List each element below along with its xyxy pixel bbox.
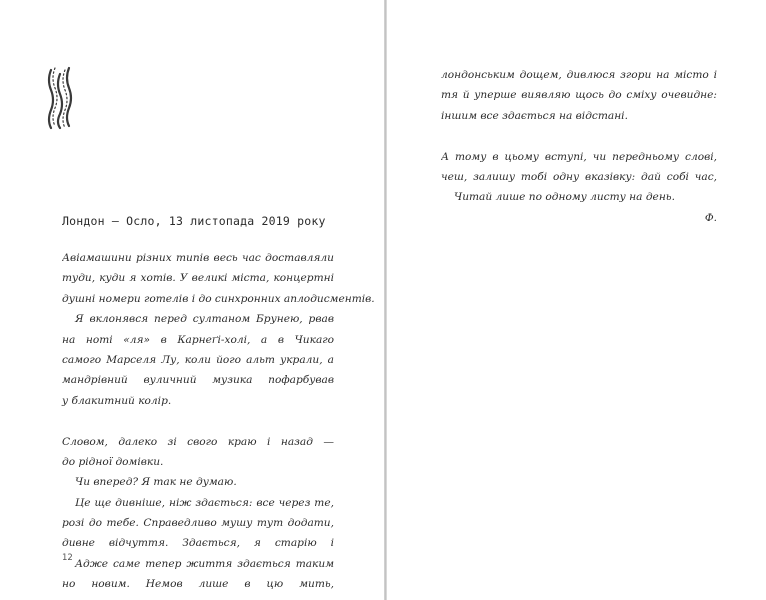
text-line: самого Марселя Лу, коли його альт украли, а [62, 353, 334, 366]
signature: Ф. [704, 211, 717, 224]
text-line: тя й уперше виявляю щось до сміху очевидне: [441, 89, 717, 102]
text-line: Авіамашини різних типів весь час доставляли [62, 252, 334, 264]
paragraph-break [441, 126, 717, 146]
left-page-body [62, 248, 375, 595]
text-line: на ноті «ля» в Карнеґі-холі, а в Чикаго [62, 333, 334, 346]
letter-heading: Лондон — Осло, 13 листопада 2019 року [62, 214, 326, 228]
text-line: мандрівний вуличний музика пофарбував [62, 374, 334, 387]
text-line: до рідної домівки. [62, 455, 164, 468]
text-line: Читай лише по одному листу на день. [454, 191, 675, 204]
text-line: Я вклонявся перед султаном Брунею, рвав [75, 313, 334, 326]
text-line: но новим. Немов лише в цю мить, [62, 578, 334, 591]
text-line: лондонським дощем, дивлюся згори на місто і [441, 69, 717, 81]
text-line: Адже саме тепер життя здається таким [75, 557, 334, 570]
wavy-lines-ornament [46, 66, 76, 130]
page-number: 12 [62, 553, 73, 563]
text-line: Чи вперед? Я так не думаю. [75, 476, 237, 489]
text-line: у блакитний колір. [62, 394, 172, 407]
text-line: розі до тебе. Справедливо мушу тут додати, [62, 517, 334, 530]
paragraph-break [62, 411, 334, 431]
text-line: туди, куди я хотів. У великі міста, концертні [62, 272, 334, 285]
text-line: Це ще дивніше, ніж здається: все через те, [75, 496, 334, 509]
text-line: душні номери готелів і до синхронних аплодисментів. [62, 292, 375, 305]
text-line: дивне відчуття. Здається, я старію і [62, 537, 334, 550]
text-line: іншим все здається на відстані. [441, 109, 628, 122]
text-line: А тому в цьому вступі, чи передньому слові, [441, 150, 717, 163]
text-line: чеш, залишу тобі одну вказівку: дай собі час, [441, 170, 717, 183]
right-page-body [441, 65, 717, 228]
text-line: Словом, далеко зі свого краю і назад — [62, 435, 334, 448]
